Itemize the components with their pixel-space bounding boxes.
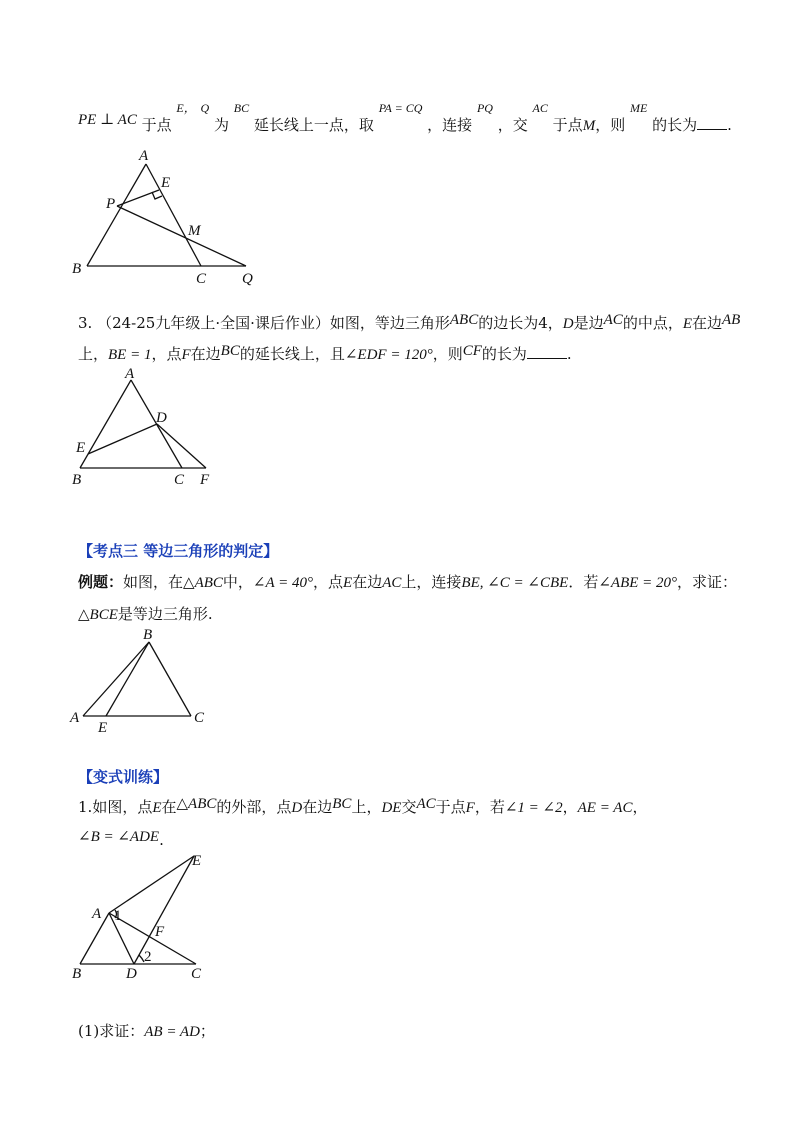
text: 上， xyxy=(78,345,109,363)
math-abc: ABC xyxy=(449,312,479,328)
label-e: E xyxy=(192,853,202,869)
question-source: （24-25九年级上·全国·课后作业） xyxy=(97,314,330,332)
label-c: C xyxy=(191,966,202,980)
math-m: M xyxy=(582,118,596,134)
label-m: M xyxy=(188,223,201,239)
label-c: C xyxy=(194,710,205,726)
text: ， xyxy=(562,798,578,816)
answer-blank[interactable] xyxy=(697,129,727,130)
label-d: D xyxy=(156,410,167,426)
text: ．若 xyxy=(568,573,599,591)
label-d: D xyxy=(126,966,137,980)
q3-line-2 xyxy=(78,343,572,364)
text: 如图，在 xyxy=(123,573,184,591)
math-angle1-angle2: ∠1 = ∠2 xyxy=(504,800,563,816)
math-e: E xyxy=(343,575,353,591)
label-e: E xyxy=(98,720,108,736)
text: 如图，点 xyxy=(92,798,153,816)
math-ac: AC xyxy=(416,796,436,812)
math-f: F xyxy=(181,347,191,363)
text: 于点 xyxy=(435,798,466,816)
text: 中， xyxy=(222,573,253,591)
text: 的长为 xyxy=(481,345,527,363)
label-c: C xyxy=(196,271,207,287)
text: 在边 xyxy=(302,798,333,816)
math-ae-ac: AE = AC xyxy=(577,800,633,816)
text: ，求证： xyxy=(677,573,738,591)
text: 的外部，点 xyxy=(216,798,292,816)
label-p: P xyxy=(106,196,116,212)
text: ，点 xyxy=(313,573,344,591)
text: 的中点， xyxy=(622,314,683,332)
text: 交 xyxy=(401,798,417,816)
text: . xyxy=(159,831,164,849)
label-a: A xyxy=(139,148,149,164)
math-pq: PQ xyxy=(476,101,493,115)
figure-triangle-ade xyxy=(68,850,218,980)
math-be-angle: BE, ∠C = ∠CBE xyxy=(461,575,569,591)
math-d: D xyxy=(562,316,574,332)
text: . xyxy=(566,345,572,363)
label-e: E xyxy=(161,175,171,191)
example-line-1 xyxy=(78,571,737,592)
q3-line-1 xyxy=(78,312,740,333)
label-c: C xyxy=(174,472,185,488)
math-de: DE xyxy=(381,800,402,816)
math-ab: AB xyxy=(722,312,741,328)
v1-line-2 xyxy=(78,827,164,849)
text: 在边 xyxy=(692,314,723,332)
math-angle-b-ade: ∠B = ∠ADE xyxy=(78,829,160,845)
text: 在 xyxy=(161,798,177,816)
math-angle-a: ∠A = 40° xyxy=(252,575,314,591)
math-ac: AC xyxy=(382,575,402,591)
text: 是边 xyxy=(573,314,604,332)
figure-equilateral-def xyxy=(68,366,228,490)
v1-line-1 xyxy=(78,796,647,817)
math-me: ME xyxy=(629,101,648,115)
text: ， xyxy=(632,798,648,816)
text: 延长线上一点，取 xyxy=(253,116,374,134)
label-a: A xyxy=(92,906,102,922)
text: 的边长为4， xyxy=(478,314,563,332)
math-f: F xyxy=(465,800,475,816)
math-bc: BC xyxy=(233,101,250,115)
text: 在边 xyxy=(352,573,383,591)
label-a: A xyxy=(70,710,80,726)
math-ac: AC xyxy=(603,312,623,328)
math-e: E xyxy=(176,101,184,115)
text: 于点 xyxy=(141,116,172,134)
text: ，交 xyxy=(497,116,528,134)
figure-triangle-pq xyxy=(70,140,290,288)
math-ab-ad: AB = AD xyxy=(144,1024,200,1040)
math-pe-perp-ac: PE ⊥ AC xyxy=(78,112,137,128)
part-number: (1)求证： xyxy=(78,1022,145,1040)
label-b: B xyxy=(72,472,82,488)
math-q: Q xyxy=(200,101,210,115)
text: ，连接 xyxy=(427,116,473,134)
label-f: F xyxy=(155,924,165,940)
label-b: B xyxy=(143,627,153,643)
math-bc: BC xyxy=(332,796,352,812)
math-be: BE = 1 xyxy=(108,347,152,363)
math-pa-cq: PA = CQ xyxy=(378,101,423,115)
label-angle-2: 2 xyxy=(144,949,152,965)
label-f: F xyxy=(200,472,210,488)
label-a: A xyxy=(125,366,135,382)
text: 如图，等边三角形 xyxy=(329,314,450,332)
part1-line xyxy=(78,1020,215,1041)
math-tri-abc: △ABC xyxy=(183,575,223,591)
text: 的长为 xyxy=(652,116,698,134)
section-heading: 【考点三 等边三角形的判定】 xyxy=(78,542,279,560)
text: ，若 xyxy=(474,798,505,816)
text: 是等边三角形. xyxy=(117,605,213,623)
text: ，则 xyxy=(595,116,626,134)
text: ，则 xyxy=(432,345,463,363)
label-angle-1: 1 xyxy=(114,908,122,924)
text: . xyxy=(727,116,732,134)
text: 在边 xyxy=(190,345,221,363)
text: 于点 xyxy=(552,116,583,134)
math-ac: AC xyxy=(532,101,548,115)
math-angle-edf: ∠EDF = 120° xyxy=(344,347,433,363)
math-tri-bce: △BCE xyxy=(78,607,118,623)
text: 的延长线上，且 xyxy=(239,345,345,363)
text: 上，连接 xyxy=(401,573,462,591)
text: 上， xyxy=(351,798,382,816)
question-number: 3. xyxy=(78,314,93,332)
math-d: D xyxy=(291,800,303,816)
math-angle-abe: ∠ABE = 20° xyxy=(598,575,678,591)
variant-heading: 【变式训练】 xyxy=(78,768,169,786)
label-b: B xyxy=(72,261,82,277)
q2-condition-line xyxy=(78,101,732,134)
figure-triangle-bce xyxy=(68,624,218,736)
label-b: B xyxy=(72,966,82,980)
label-e: E xyxy=(76,440,86,456)
math-tri-abc: △ABC xyxy=(176,796,217,812)
math-e: E xyxy=(152,800,162,816)
answer-blank[interactable] xyxy=(527,358,567,359)
question-number: 1. xyxy=(78,798,93,816)
text: ，点 xyxy=(151,345,182,363)
math-e: E xyxy=(682,316,692,332)
example-label: 例题： xyxy=(78,573,124,591)
comma: ， xyxy=(183,101,196,115)
example-line-2 xyxy=(78,603,213,624)
text: ； xyxy=(199,1022,215,1040)
math-bc: BC xyxy=(220,343,240,359)
math-cf: CF xyxy=(462,343,482,359)
text: 为 xyxy=(214,116,230,134)
label-q: Q xyxy=(242,271,253,287)
